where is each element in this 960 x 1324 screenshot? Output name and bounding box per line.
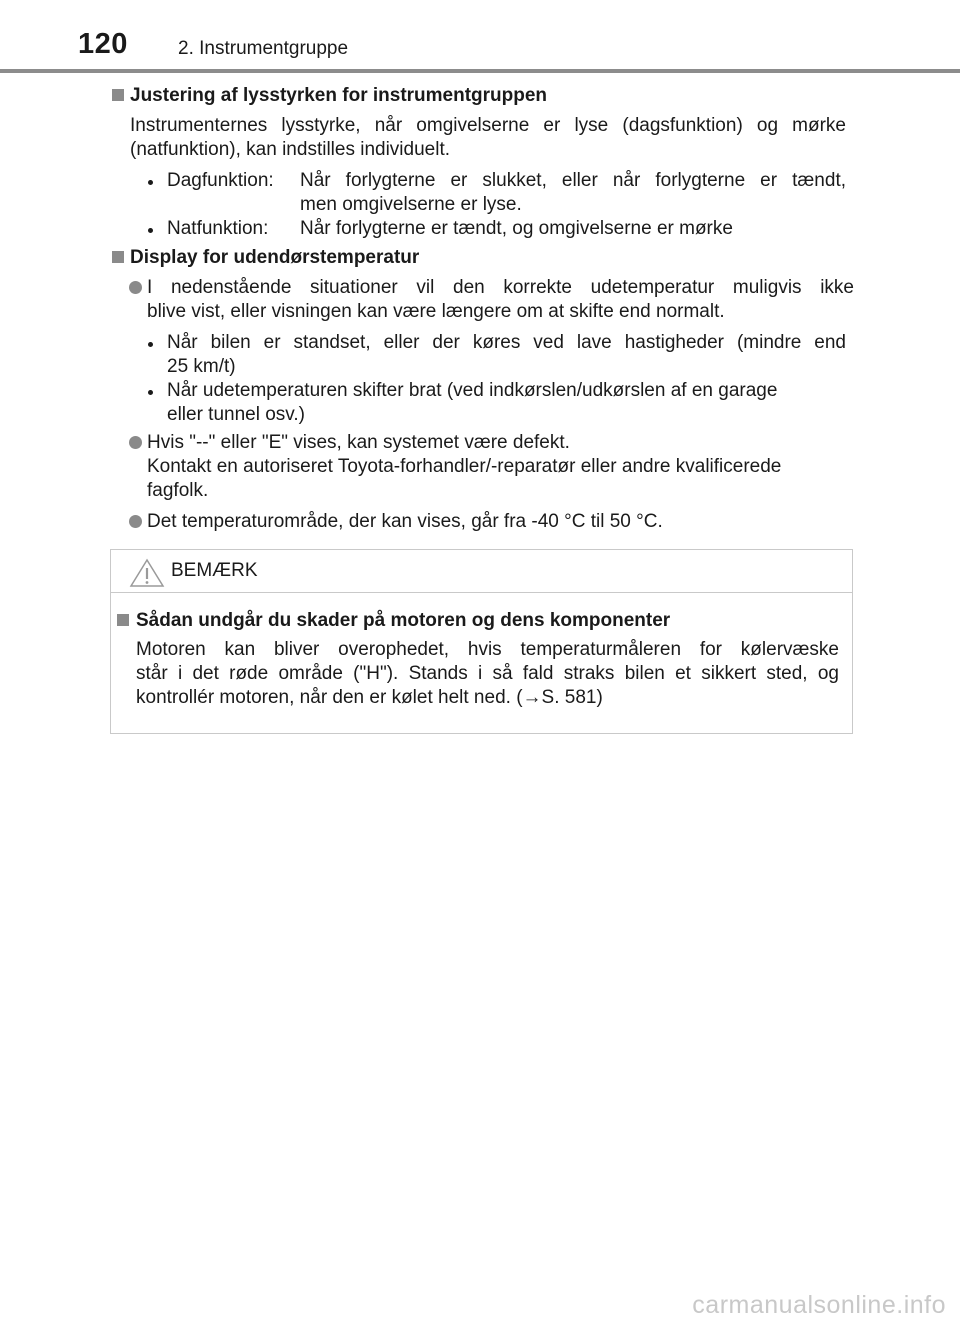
mode-day-line2: men omgivelserne er lyse. bbox=[300, 194, 522, 215]
page-reference-link[interactable]: S. 581) bbox=[541, 687, 603, 708]
section-marker-icon bbox=[112, 89, 124, 101]
item1-line1: I nedenstående situationer vil den korrekte udetemperatur muligvis ikke bbox=[147, 277, 854, 298]
caution-box bbox=[110, 549, 853, 734]
caution-line3-text: kontrollér motoren, når den er kølet helt ned. ( bbox=[136, 687, 523, 708]
bullet-icon bbox=[148, 390, 153, 395]
bullet-icon bbox=[148, 228, 153, 233]
circle-bullet-icon bbox=[129, 515, 142, 528]
watermark: carmanualsonline.info bbox=[692, 1291, 946, 1319]
arrow-right-icon: → bbox=[522, 687, 542, 708]
item2-line3: fagfolk. bbox=[147, 480, 209, 501]
caution-line3 bbox=[136, 686, 603, 710]
circle-bullet-icon bbox=[129, 281, 142, 294]
mode-day-label: Dagfunktion: bbox=[167, 170, 274, 191]
circle-bullet-icon bbox=[129, 436, 142, 449]
item1-line2: blive vist, eller visningen kan være længere om at skifte end normalt. bbox=[147, 301, 725, 322]
page-number: 120 bbox=[78, 28, 128, 60]
mode-night-label: Natfunktion: bbox=[167, 218, 269, 239]
section-marker-icon bbox=[112, 251, 124, 263]
item2-line2: Kontakt en autoriseret Toyota-forhandler/-reparatør eller andre kvalificerede bbox=[147, 456, 782, 477]
sub-bullet1-line2: 25 km/t) bbox=[167, 356, 236, 377]
sub-bullet1-line1: Når bilen er standset, eller der køres ved lave hastigheder (mindre end bbox=[167, 332, 846, 353]
page-header bbox=[0, 0, 960, 74]
bullet-icon bbox=[148, 342, 153, 347]
header-rule bbox=[0, 69, 960, 73]
section2-heading: Display for udendørstemperatur bbox=[130, 247, 420, 268]
sub-bullet2-line1: Når udetemperaturen skifter brat (ved indkørslen/udkørslen af en garage bbox=[167, 380, 778, 401]
caution-heading: Sådan undgår du skader på motoren og dens komponenter bbox=[136, 610, 671, 631]
item2-line1: Hvis "--" eller "E" vises, kan systemet være defekt. bbox=[147, 432, 570, 453]
bullet-icon bbox=[148, 180, 153, 185]
chapter-title: 2. Instrumentgruppe bbox=[178, 38, 349, 59]
caution-line2: står i det røde område ("H"). Stands i så fald straks bilen et sikkert sted, og bbox=[136, 663, 839, 684]
caution-box-header bbox=[111, 550, 852, 593]
sub-bullet2-line2: eller tunnel osv.) bbox=[167, 404, 305, 425]
section1-intro-line2: (natfunktion), kan indstilles individuelt. bbox=[130, 139, 451, 160]
caution-title: BEMÆRK bbox=[171, 560, 258, 581]
item3-line1: Det temperaturområde, der kan vises, går fra -40 °C til 50 °C. bbox=[147, 511, 663, 532]
mode-day-line1: Når forlygterne er slukket, eller når forlygterne er tændt, bbox=[300, 170, 846, 191]
caution-line1: Motoren kan bliver overophedet, hvis temperaturmåleren for kølervæske bbox=[136, 639, 839, 660]
mode-night-line1: Når forlygterne er tændt, og omgivelserne er mørke bbox=[300, 218, 733, 239]
section1-heading: Justering af lysstyrken for instrumentgruppen bbox=[130, 85, 548, 106]
section1-intro-line1: Instrumenternes lysstyrke, når omgivelserne er lyse (dagsfunktion) og mørke bbox=[130, 115, 846, 136]
warning-triangle-icon bbox=[129, 558, 165, 588]
section-marker-icon bbox=[117, 614, 129, 626]
